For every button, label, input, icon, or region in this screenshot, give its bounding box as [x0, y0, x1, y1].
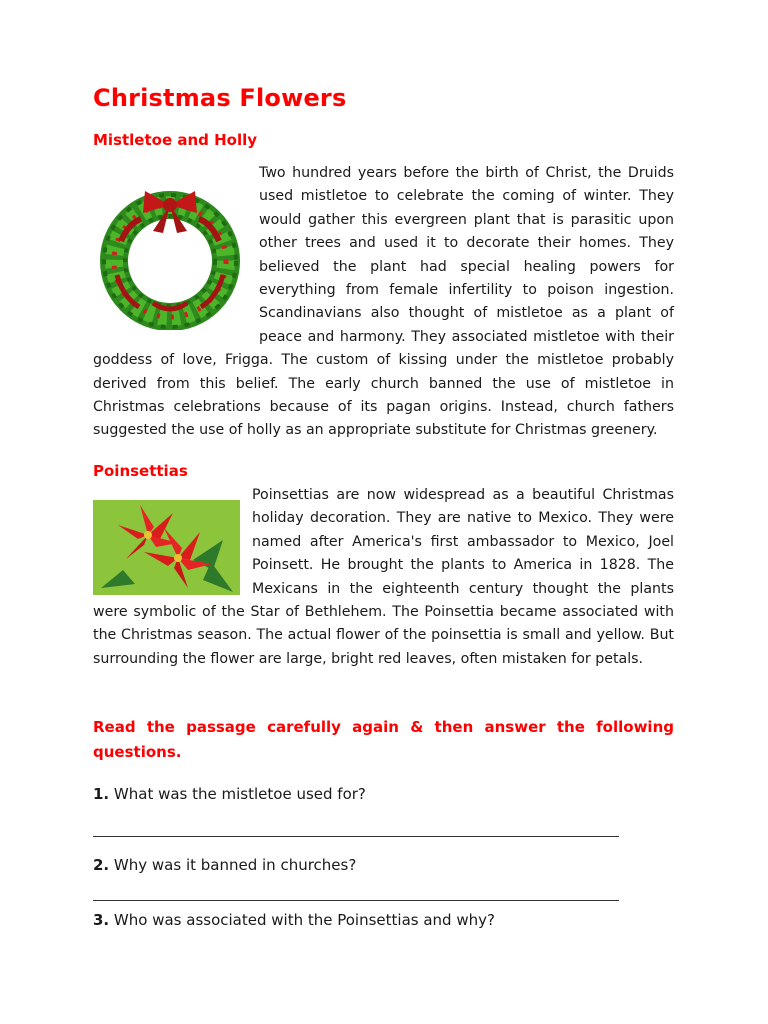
- question-2: [93, 856, 356, 874]
- question-number: 3.: [93, 911, 110, 929]
- mistletoe-text: Two hundred years before the birth of Christ, the Druids used mistletoe to celebrate the coming of winter. They would gather this evergreen plant that is parasitic upon other trees and used it to decorate their homes. They believed the plant had special healing powers for everything from female infertility to poison ingestion. Scandinavians also thought of mistletoe as a plant of peace and harmony. They associated mistletoe with their goddess of love, Frigga. The custom of kissing under the mistletoe probably derived from this belief. The early church banned the use of mistletoe in Christmas celebrations because of its pagan origins. Instead, church fathers suggested the use of holly as an appropriate substitute for Christmas greenery.: [93, 165, 674, 439]
- section-heading-mistletoe: Mistletoe and Holly: [93, 131, 258, 149]
- mistletoe-paragraph: [93, 162, 674, 443]
- wreath-image: [93, 183, 247, 330]
- section-heading-poinsettias: Poinsettias: [93, 462, 188, 480]
- question-text: Why was it banned in churches?: [113, 856, 357, 874]
- answer-line-2[interactable]: [93, 900, 619, 901]
- question-text: Who was associated with the Poinsettias and why?: [113, 911, 495, 929]
- question-3: [93, 911, 495, 929]
- poinsettias-paragraph: [93, 484, 674, 671]
- question-1: [93, 785, 366, 803]
- answer-line-1[interactable]: [93, 836, 619, 837]
- question-number: 1.: [93, 785, 110, 803]
- poinsettias-text: Poinsettias are now widespread as a beautiful Christmas holiday decoration. They are native to Mexico. They were named after America's first ambassador to Mexico, Joel Poinsett. He brought the plants to America in 1828. The Mexicans in the eighteenth century thought the plants were symbolic of the Star of Bethlehem. The Poinsettia became associated with the Christmas season. The actual flower of the poinsettia is small and yellow. But surrounding the flower are large, bright red leaves, often mistaken for petals.: [93, 487, 674, 667]
- question-number: 2.: [93, 856, 110, 874]
- poinsettia-image: [93, 500, 240, 595]
- question-text: What was the mistletoe used for?: [113, 785, 366, 803]
- instruction-text: Read the passage carefully again & then answer the following questions.: [93, 718, 674, 761]
- page-title: Christmas Flowers: [93, 84, 347, 112]
